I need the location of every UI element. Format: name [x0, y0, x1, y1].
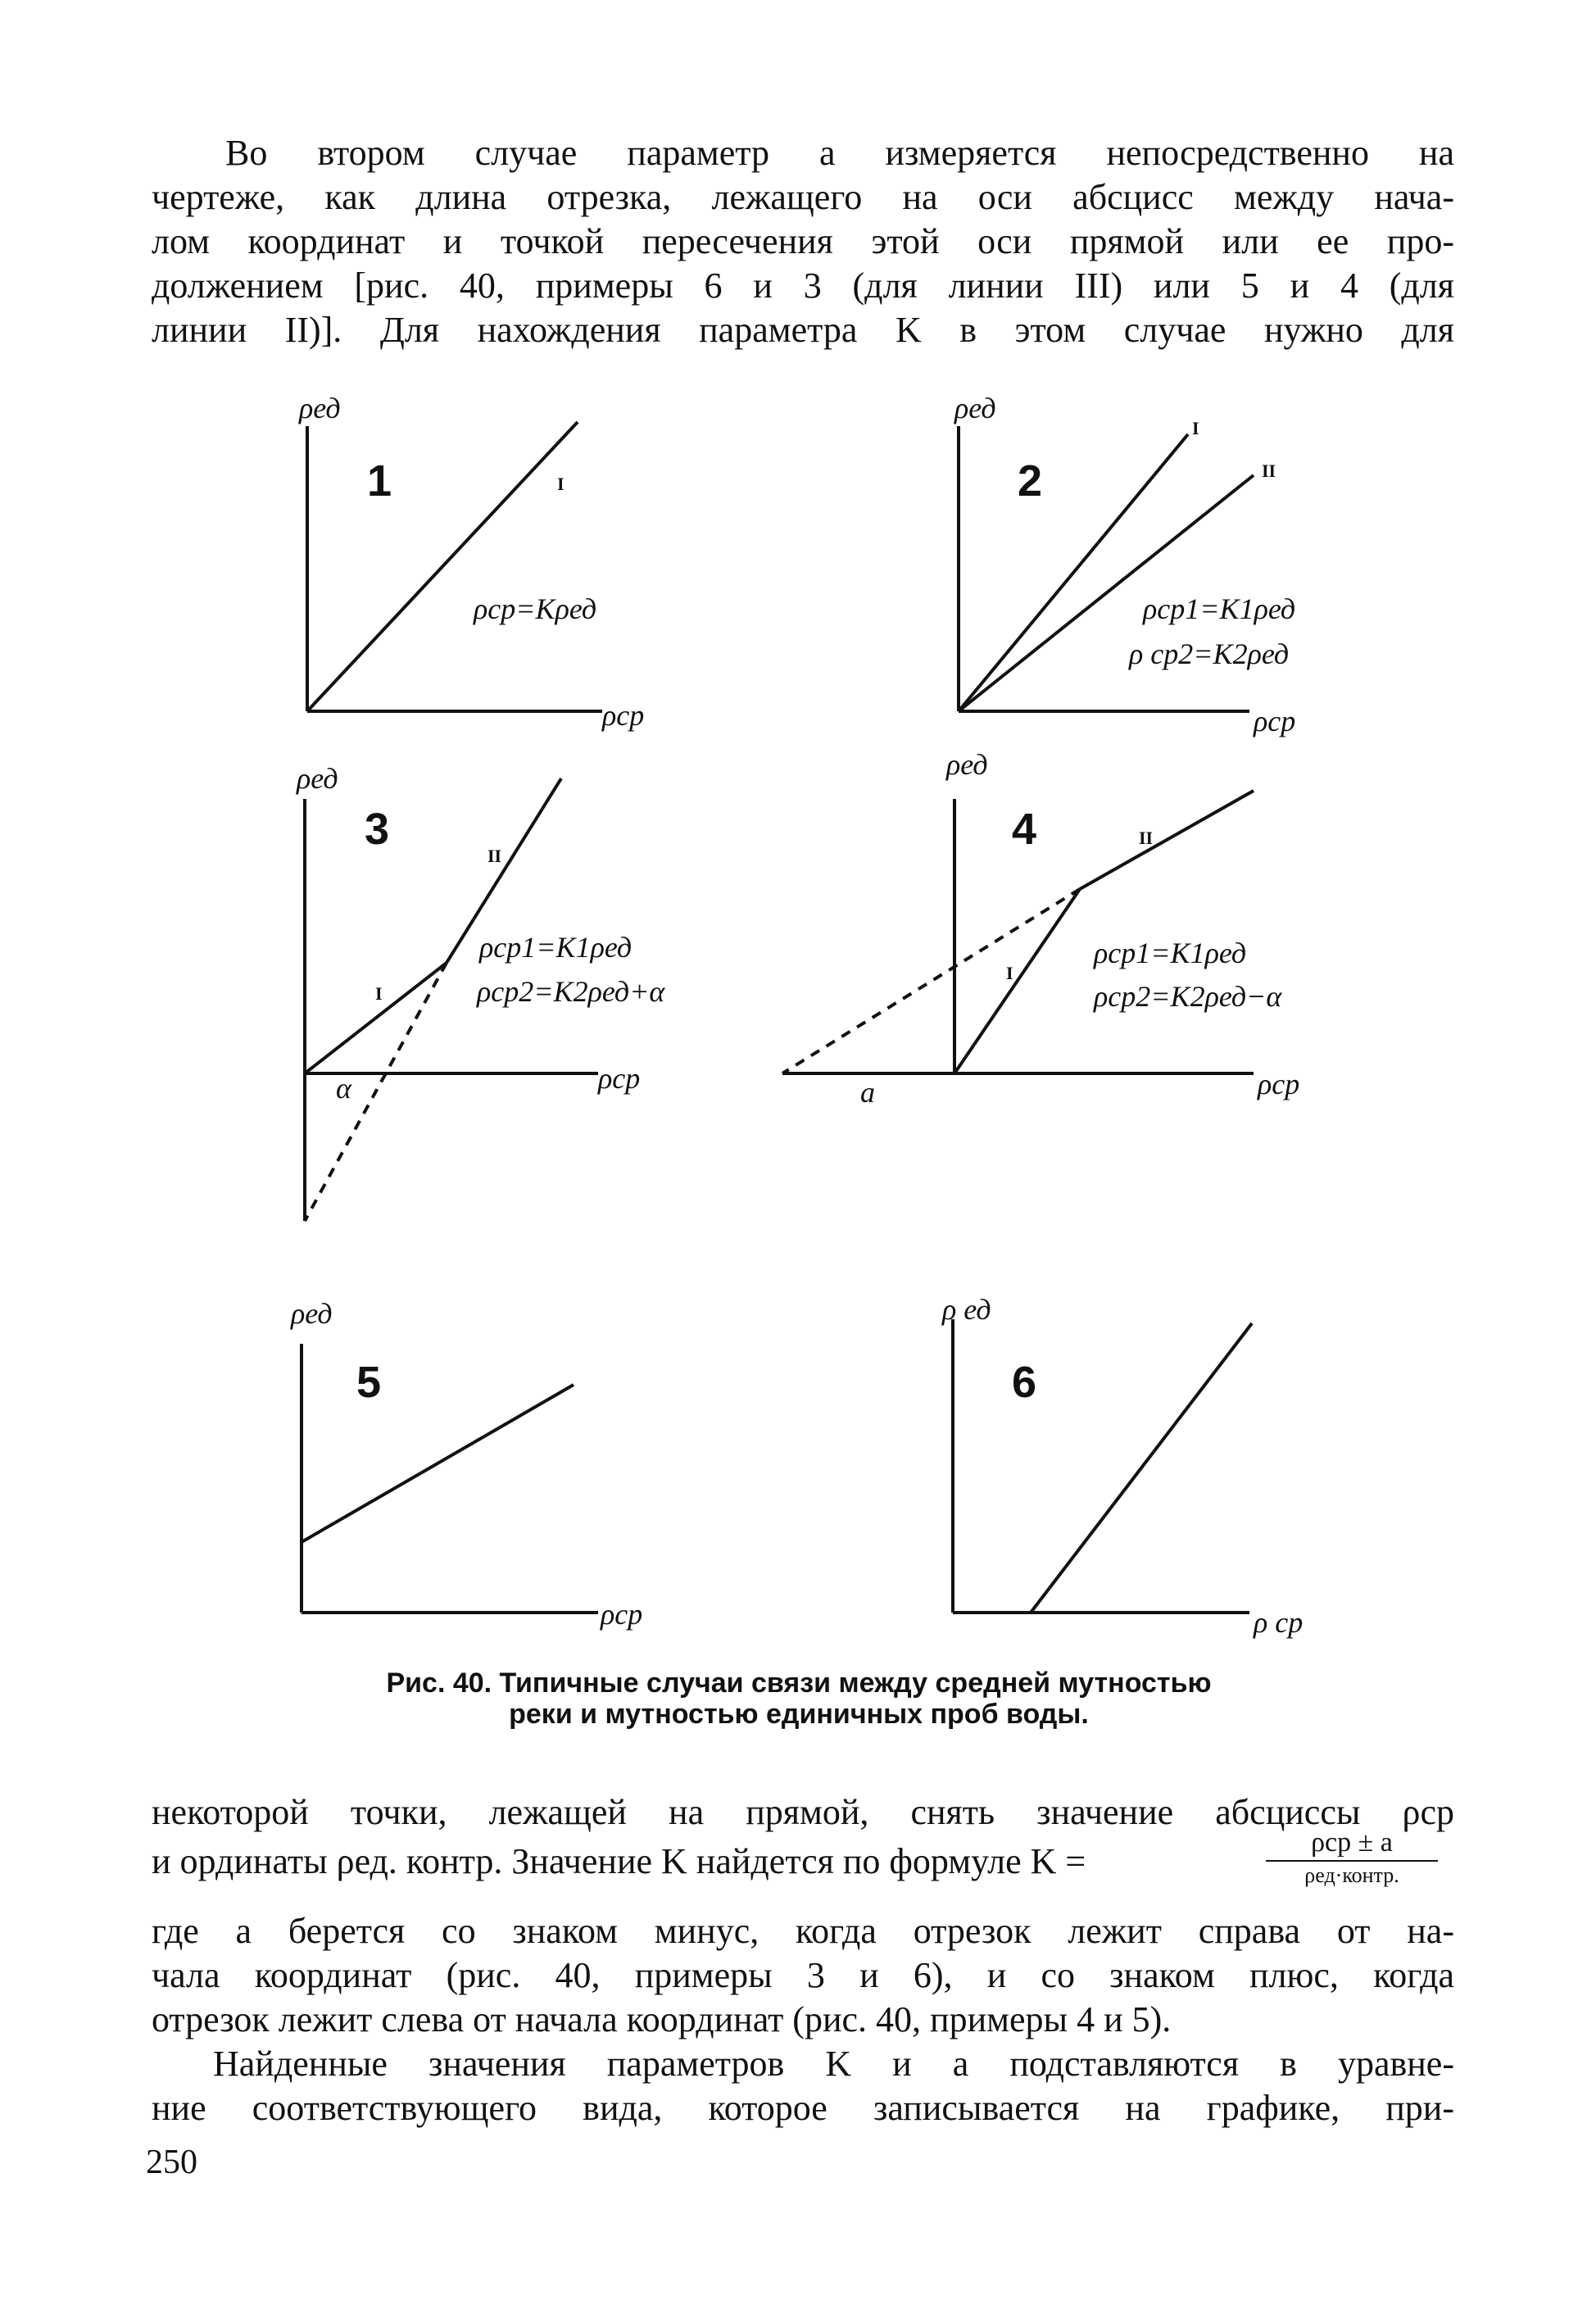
panel-4-dashed-extension — [782, 889, 1080, 1073]
text-line: линии II)]. Для нахождения параметра K в этом случае нужно для — [152, 310, 1454, 350]
panel-1-line — [307, 422, 578, 711]
panel-4-line-i — [954, 889, 1080, 1073]
caption-line: Рис. 40. Типичные случаи связи между средней мутностью — [386, 1667, 1212, 1699]
fraction-numerator: ρср ± a — [1266, 1827, 1438, 1862]
panel-2-line-ii-mark: II — [1262, 461, 1276, 481]
panel-6-number: 6 — [1012, 1358, 1037, 1407]
panel-1-y-label: ρед — [299, 392, 341, 424]
panel-6-y-label: ρ ед — [942, 1293, 991, 1326]
panel-4-equation-1: ρср1=K1ρед — [1094, 937, 1247, 969]
text-line: Найденные значения параметров K и a подставляются в уравне- — [213, 2044, 1454, 2084]
text-line: ние соответствующего вида, которое записывается на графике, при- — [152, 2088, 1454, 2128]
panel-3-y-label: ρед — [297, 762, 338, 795]
panel-4-y-label: ρед — [946, 748, 988, 781]
panel-1-line-mark: I — [557, 474, 564, 494]
panel-5-number: 5 — [356, 1358, 382, 1407]
panel-2-line-i-mark: I — [1192, 418, 1199, 438]
panel-4-line-i-mark: I — [1006, 963, 1013, 983]
panel-5-x-label: ρср — [601, 1598, 643, 1631]
fraction-denominator: ρед·контр. — [1304, 1863, 1399, 1887]
formula-fraction — [1266, 1827, 1438, 1888]
panel-3-x-label: ρср — [598, 1062, 641, 1095]
panel-5-line — [302, 1385, 574, 1542]
page-number: 250 — [146, 2144, 197, 2181]
panel-4-a-label: a — [860, 1076, 875, 1109]
text-line: лом координат и точкой пересечения этой оси прямой или ее про- — [152, 221, 1454, 261]
panel-4-x-label: ρср — [1258, 1068, 1300, 1100]
panel-2-number: 2 — [1018, 456, 1043, 506]
text-line: Во втором случае параметр a измеряется непосредственно на — [225, 133, 1454, 173]
panel-2-y-label: ρед — [954, 392, 996, 424]
panel-3-a-label: α — [336, 1072, 351, 1105]
bottom-paragraph-start — [152, 1790, 1454, 1835]
panel-3-line-ii-mark: II — [487, 846, 502, 866]
panel-4-line-ii — [1080, 791, 1254, 889]
text-line: отрезок лежит слева от начала координат (рис. 40, примеры 4 и 5). — [152, 1999, 1172, 2039]
panel-2-equation-1: ρср1=K1ρед — [1143, 592, 1296, 625]
panel-1-number: 1 — [367, 456, 392, 506]
panel-3-equation-2: ρср2=K2ρед+α — [477, 975, 665, 1008]
panel-6-x-label: ρ ср — [1254, 1606, 1304, 1639]
bottom-paragraph — [152, 1909, 1454, 2130]
text-line: некоторой точки, лежащей на прямой, снять значение абсциссы ρср — [152, 1792, 1454, 1832]
panel-2-x-label: ρср — [1254, 705, 1296, 737]
panel-3-line-i-mark: I — [375, 983, 383, 1004]
text-line: где a берется со знаком минус, когда отрезок лежит справа от на- — [152, 1911, 1454, 1951]
panel-3-equation-1: ρср1=K1ρед — [479, 931, 633, 964]
figure-caption — [295, 1667, 1303, 1730]
panel-1-equation: ρср=Kρед — [474, 592, 597, 625]
panel-4-line-ii-mark: II — [1139, 828, 1154, 848]
panel-4-number: 4 — [1012, 805, 1037, 854]
panel-5-y-label: ρед — [291, 1297, 333, 1330]
formula-line: и ординаты ρед. контр. Значение K найдется по формуле K = — [152, 1841, 1086, 1881]
panel-1-x-label: ρср — [602, 699, 645, 732]
panel-4-equation-2: ρср2=K2ρед−α — [1094, 980, 1282, 1013]
panel-6-line — [1031, 1323, 1252, 1613]
caption-line: реки и мутностью единичных проб воды. — [509, 1699, 1089, 1730]
panel-3-line-i — [305, 963, 447, 1073]
text-line: чала координат (рис. 40, примеры 3 и 6), и со знаком плюс, когда — [152, 1955, 1454, 1995]
text-line: чертеже, как длина отрезка, лежащего на оси абсцисс между нача- — [152, 177, 1454, 217]
panel-3-number: 3 — [365, 805, 390, 854]
panel-2-equation-2: ρ ср2=K2ρед — [1129, 637, 1290, 670]
text-line: должением [рис. 40, примеры 6 и 3 (для линии III) или 5 и 4 (для — [152, 265, 1454, 306]
